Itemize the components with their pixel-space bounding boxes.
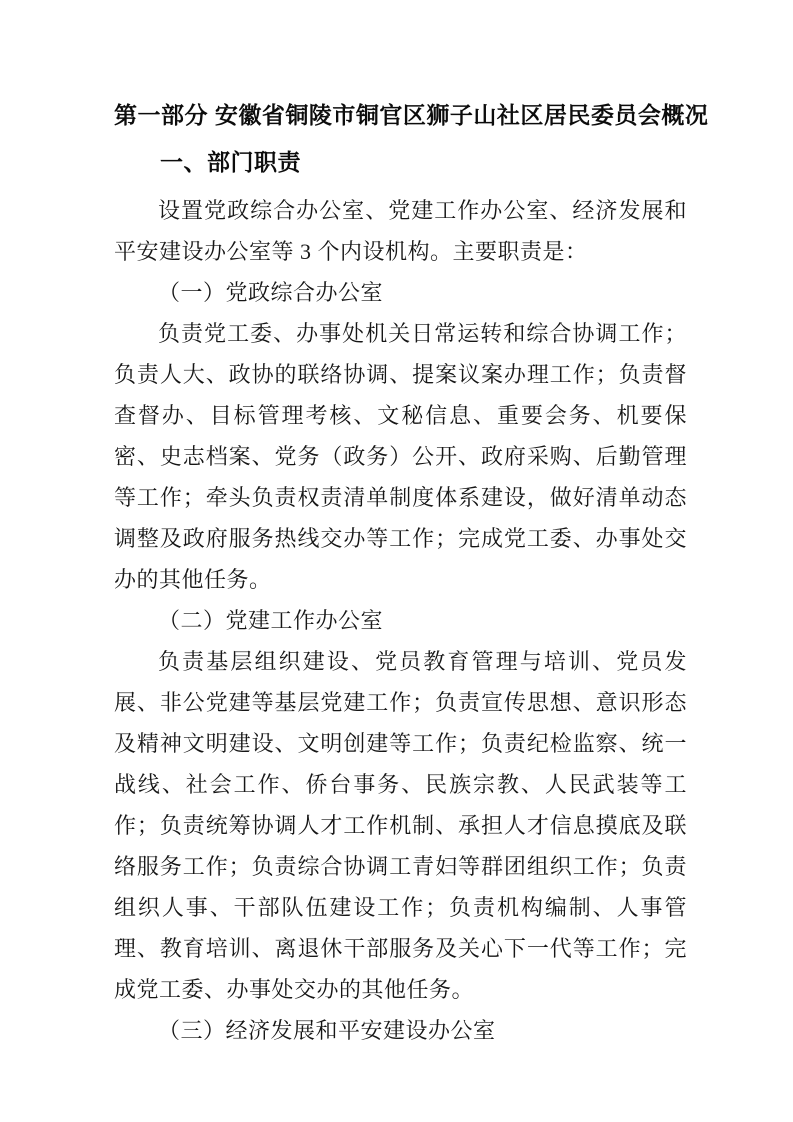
subheading-office-1: （一）党政综合办公室: [158, 280, 384, 305]
subheading-office-3: （三）经济发展和平安建设办公室: [158, 1018, 496, 1043]
section-heading-duties: 一、部门职责: [160, 149, 301, 175]
paragraph-office-2-duties: 负责基层组织建设、党员教育管理与培训、党员发展、非公党建等基层党建工作；负责宣传思想、意识形态及精神文明建设、文明创建等工作；负责纪检监察、统一战线、社会工作、侨台事务、民族宗教、人民武装等工作；负责统筹协调人才工作机制、承担人才信息摸底及联络服务工作；负责综合协调工青妇等群团组织工作；负责组织人事、干部队伍建设工作；负责机构编制、人事管理、教育培训、离退休干部服务及关心下一代等工作；完成党工委、办事处交办的其他任务。: [114, 649, 687, 1002]
paragraph-office-1-duties: 负责党工委、办事处机关日常运转和综合协调工作；负责人大、政协的联络协调、提案议案办理工作；负责督查督办、目标管理考核、文秘信息、重要会务、机要保密、史志档案、党务（政务）公开、政府采购、后勤管理等工作；牵头负责权责清单制度体系建设，做好清单动态调整及政府服务热线交办等工作；完成党工委、办事处交办的其他任务。: [114, 321, 687, 592]
paragraph-intro: 设置党政综合办公室、党建工作办公室、经济发展和平安建设办公室等 3 个内设机构。主要职责是：: [114, 198, 687, 264]
document-title: 第一部分 安徽省铜陵市铜官区狮子山社区居民委员会概况: [114, 102, 709, 128]
subheading-office-2: （二）党建工作办公室: [158, 608, 384, 633]
